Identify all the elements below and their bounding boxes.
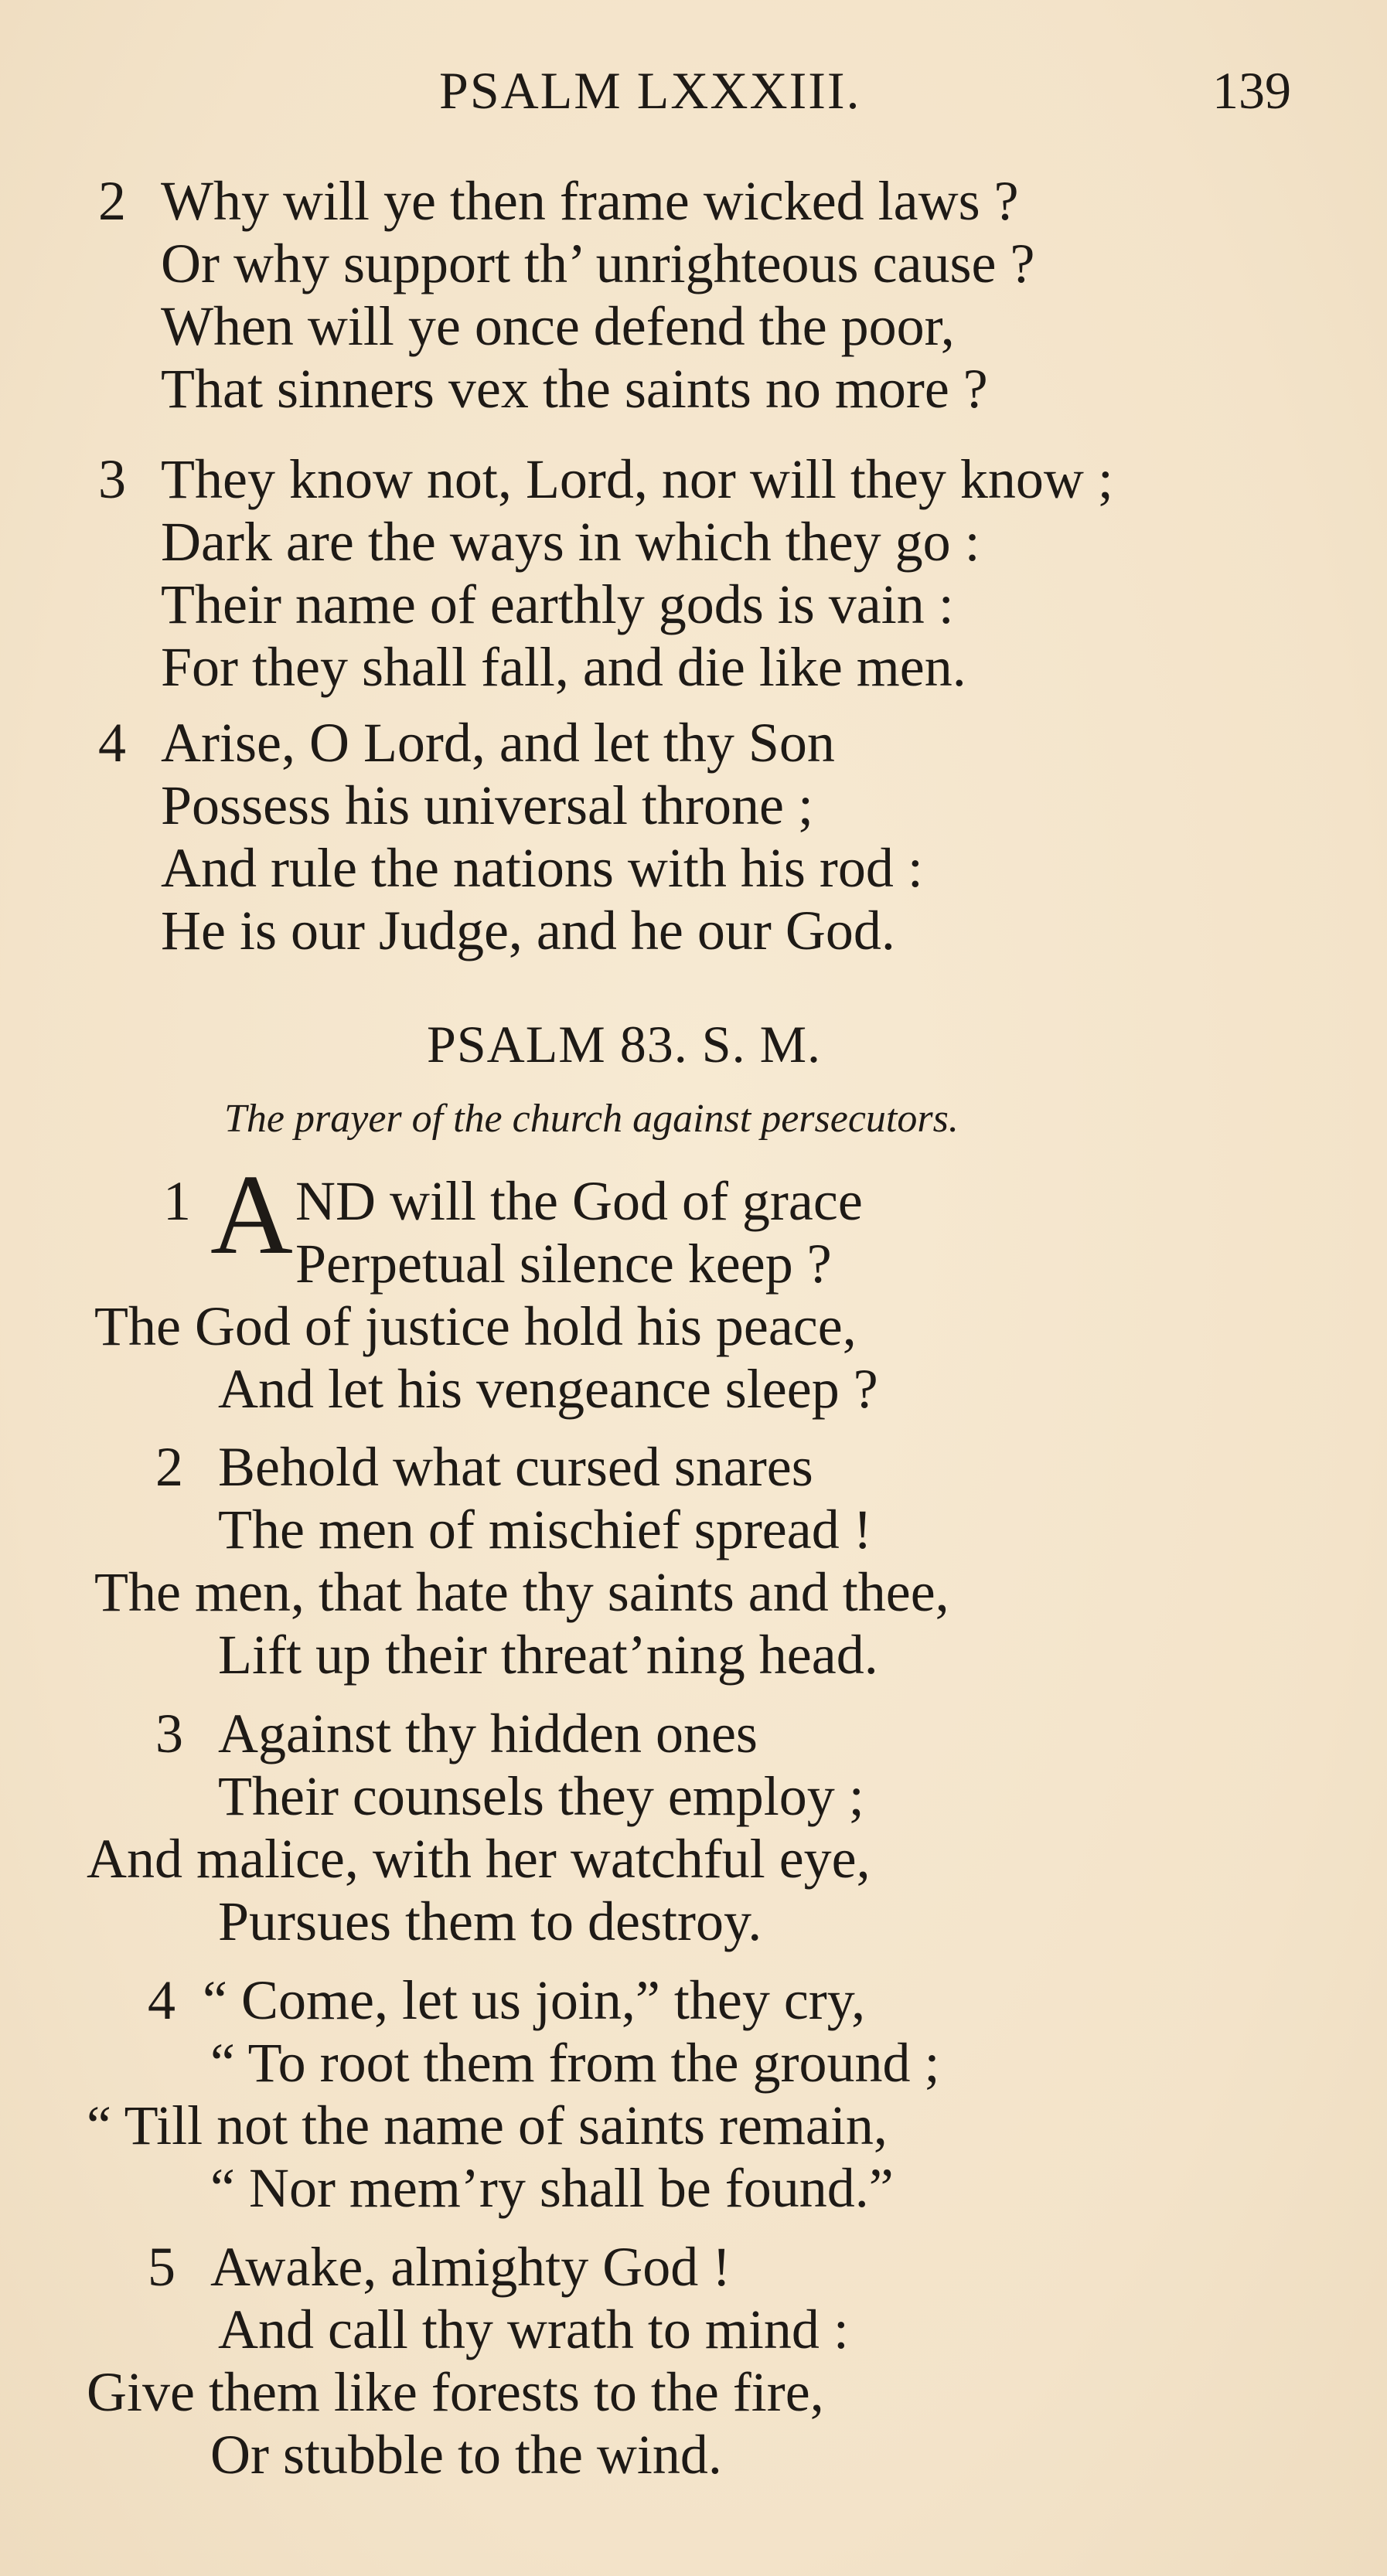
verse-line: And malice, with her watchful eye,: [87, 1828, 871, 1890]
verse-line: Why will ye then frame wicked laws ?: [161, 170, 1019, 232]
stanza-number: 4: [98, 712, 126, 774]
verse-line: “ Nor mem’ry shall be found.”: [210, 2157, 894, 2219]
verse-line: And call thy wrath to mind :: [218, 2299, 849, 2360]
verse-line: “ Till not the name of saints remain,: [87, 2094, 888, 2156]
verse-line: Perpetual silence keep ?: [295, 1233, 832, 1295]
verse-line: “ To root them from the ground ;: [210, 2032, 940, 2094]
running-header: [0, 60, 1387, 138]
verse-line: Against thy hidden ones: [218, 1703, 758, 1764]
verse-line: Behold what cursed snares: [218, 1436, 813, 1498]
verse-line: Or why support th’ unrighteous cause ?: [161, 233, 1035, 294]
verse-line: That sinners vex the saints no more ?: [161, 358, 988, 420]
verse-line: He is our Judge, and he our God.: [161, 900, 895, 961]
psalm-heading: PSALM 83. S. M.: [427, 1015, 822, 1074]
verse-line: The men of mischief spread !: [218, 1499, 872, 1560]
stanza-number: 2: [155, 1436, 183, 1498]
verse-line: Dark are the ways in which they go :: [161, 511, 980, 573]
verse-line: And rule the nations with his rod :: [161, 837, 923, 899]
verse-line: Give them like forests to the fire,: [87, 2361, 824, 2423]
stanza-number: 1: [163, 1170, 191, 1232]
verse-line: They know not, Lord, nor will they know ;: [161, 448, 1113, 510]
verse-line: Pursues them to destroy.: [218, 1890, 762, 1952]
header-title: PSALM LXXXIII.: [439, 61, 861, 120]
verse-line: Arise, O Lord, and let thy Son: [161, 712, 835, 774]
verse-line: The men, that hate thy saints and thee,: [94, 1561, 949, 1623]
verse-line: Their name of earthly gods is vain :: [161, 573, 954, 635]
verse-line: Lift up their threat’ning head.: [218, 1624, 878, 1686]
page-number: 139: [1212, 61, 1291, 120]
verse-line: Possess his universal throne ;: [161, 774, 813, 836]
stanza-number: 2: [98, 170, 126, 232]
psalm-subtitle: The prayer of the church against persecutors.: [224, 1097, 959, 1141]
verse-line: ND will the God of grace: [295, 1170, 863, 1232]
stanza-number: 3: [155, 1703, 183, 1764]
verse-line: Or stubble to the wind.: [210, 2424, 722, 2486]
stanza-number: 5: [148, 2236, 176, 2298]
verse-line: Their counsels they employ ;: [218, 1765, 864, 1827]
verse-line: The God of justice hold his peace,: [94, 1295, 857, 1357]
verse-line: When will ye once defend the poor,: [161, 295, 955, 357]
stanza-number: 4: [148, 1969, 176, 2031]
verse-line: “ Come, let us join,” they cry,: [203, 1969, 866, 2031]
verse-line: And let his vengeance sleep ?: [218, 1358, 878, 1420]
stanza-number: 3: [98, 448, 126, 510]
verse-line: For they shall fall, and die like men.: [161, 636, 966, 698]
drop-cap: A: [210, 1152, 293, 1278]
verse-line: Awake, almighty God !: [210, 2236, 731, 2298]
